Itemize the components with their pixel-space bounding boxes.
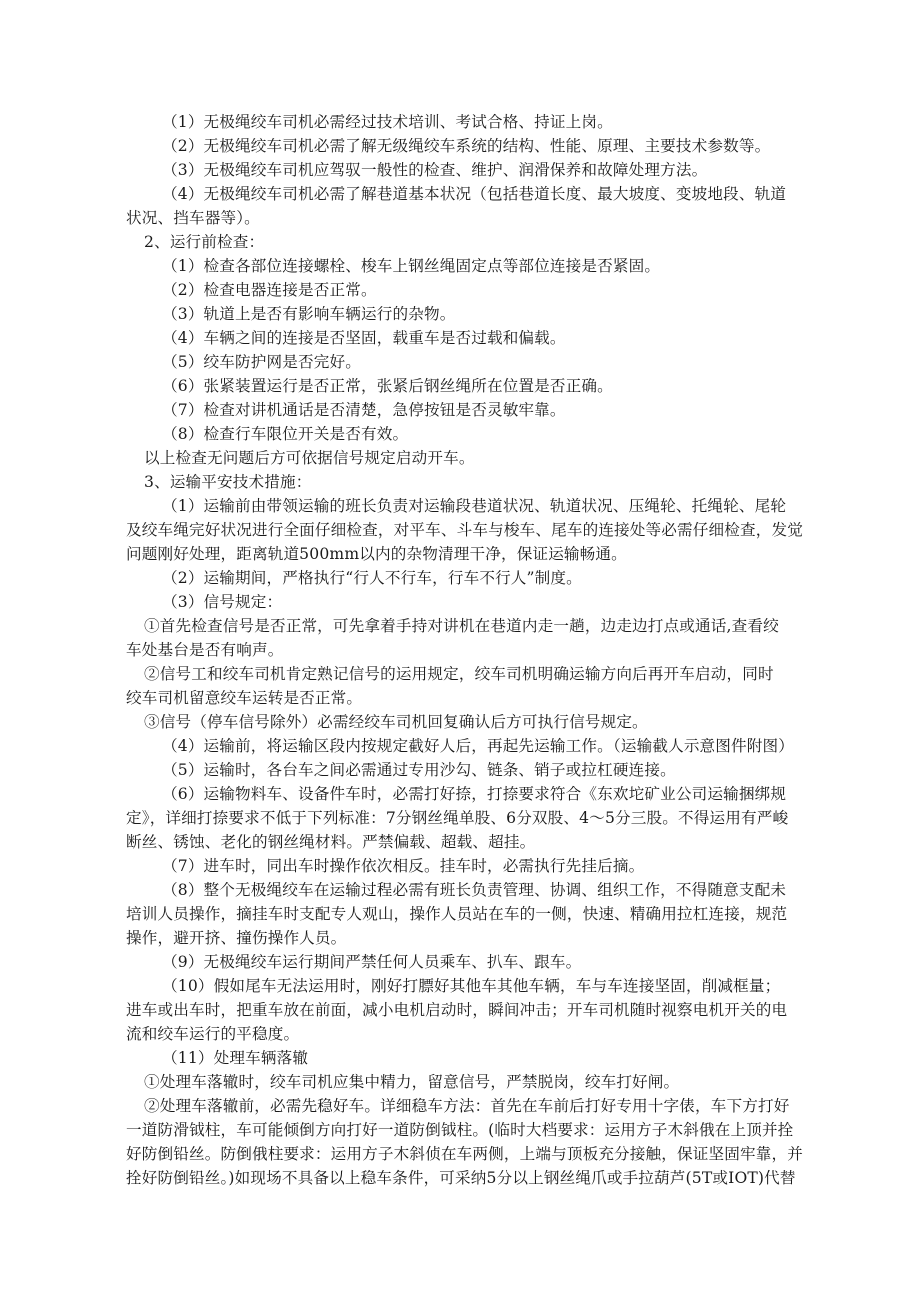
text-line: （4）车辆之间的连接是否坚固，载重车是否过载和偏载。 [162,329,566,347]
text-line: 断丝、锈蚀、老化的钢丝绳材料。严禁偏载、超载、超挂。 [126,833,536,851]
text-line: （1）无极绳绞车司机必需经过技术培训、考试合格、持证上岗。 [162,113,613,131]
text-line: 绞车司机留意绞车运转是否正常。 [126,689,363,707]
text-line: 定》，详细打捺要求不低于下列标准：7分钢丝绳单股、6分双股、4～5分三股。不得运用有严峻 [126,809,789,827]
text-line: （7）进车时，同出车时操作依次相反。挂车时，必需执行先挂后摘。 [162,857,645,875]
text-line: 操作，避开挤、撞伤操作人员。 [126,929,347,947]
text-line: ②处理车落辙前，必需先稳好车。详细稳车方法：首先在车前后打好专用十字俵，车下方打好 [144,1097,790,1115]
text-line: （6）张紧装置运行是否正常，张紧后钢丝绳所在位置是否正确。 [162,377,613,395]
text-line: （4）运输前，将运输区段内按规定截好人后，再起先运输工作。（运输截人示意图件附图） [162,737,795,755]
text-line: （1）运输前由带领运输的班长负责对运输段巷道状况、轨道状况、压绳轮、托绳轮、尾轮 [162,497,787,515]
text-line: （8）整个无极绳绞车在运输过程必需有班长负责管理、协调、组织工作，不得随意支配未 [162,881,787,899]
text-line: （10）假如尾车无法运用时，刚好打膘好其他车其他车辆，车与车连接坚固，削减框量； [162,977,781,995]
text-line: （5）运输时，各台车之间必需通过专用沙勾、链条、销子或拉杠硬连接。 [162,761,676,779]
text-line: （3）信号规定： [162,593,283,611]
text-line: 好防倒铅丝。防倒俄柱要求：运用方子木斜侦在车两侧，上端与顶板充分接触，保证坚固牢靠，并 [126,1145,803,1163]
text-line: ①首先检查信号是否正常，可先拿着手持对讲机在巷道内走一趟，边走边打点或通话,查看绞 [144,617,779,635]
text-line: （2）运输期间，严格执行“行人不行车，行车不行人”制度。 [162,569,582,587]
text-line: （9）无极绳绞车运行期间严禁任何人员乘车、扒车、跟车。 [162,953,582,971]
text-line: （7）检查对讲机通话是否清楚，急停按钮是否灵敏牢靠。 [162,401,566,419]
text-line: （5）绞车防护网是否完好。 [162,353,361,371]
text-line: 问题刚好处理，距离轨道500mm以内的杂物清理干净，保证运输畅通。 [126,545,627,563]
text-line: （4）无极绳绞车司机必需了解巷道基本状况（包括巷道长度、最大坡度、变坡地段、轨道 [162,185,787,203]
text-line: （3）无极绳绞车司机应驾驭一般性的检查、维护、润滑保养和故障处理方法。 [162,161,708,179]
text-line: （2）检查电器连接是否正常。 [162,281,377,299]
text-line: 拴好防倒铅丝。)如现场不具备以上稳车条件，可采纳5分以上钢丝绳爪或手拉葫芦(5T或IOT)代替 [126,1169,796,1187]
text-line: 以上检查无问题后方可依据信号规定启动开车。 [144,449,475,467]
text-line: 及绞车绳完好状况进行全面仔细检查，对平车、斗车与梭车、尾车的连接处等必需仔细检查，发觉 [126,521,803,539]
text-line: 一道防滑钺柱，车可能倾倒方向打好一道防倒钺柱。(临时大档要求：运用方子木斜俄在上顶并拴 [126,1121,794,1139]
text-line: ③信号（停车信号除外）必需经绞车司机回复确认后方可执行信号规定。 [144,713,648,731]
text-line: （6）运输物料车、设备件车时，必需打好捺，打捺要求符合《东欢坨矿业公司运输捆绑规 [162,785,787,803]
text-line: 状况、挡车器等）。 [126,209,260,227]
text-line: ②信号工和绞车司机肯定熟记信号的运用规定，绞车司机明确运输方向后再开车启动，同时 [144,665,774,683]
text-line: （1）检查各部位连接螺栓、梭车上钢丝绳固定点等部位连接是否紧固。 [162,257,661,275]
text-line: 进车或出车时，把重车放在前面，减小电机启动时，瞬间冲击；开车司机随时视察电机开关的电 [126,1001,788,1019]
text-line: 培训人员操作，摘挂车时支配专人观山，操作人员站在车的一侧，快速、精确用拉杠连接，规范 [126,905,788,923]
text-line: （2）无极绳绞车司机必需了解无级绳绞车系统的结构、性能、原理、主要技术参数等。 [162,137,771,155]
text-line: （3）轨道上是否有影响车辆运行的杂物。 [162,305,456,323]
section-heading: 3、运输平安技术措施： [144,473,312,491]
text-line: （8）检查行车限位开关是否有效。 [162,425,409,443]
section-heading: 2、运行前检查： [144,233,265,251]
text-line: 车处基台是否有响声。 [126,641,284,659]
text-line: ①处理车落辙时，绞车司机应集中精力，留意信号，严禁脱岗，绞车打好闸。 [144,1073,680,1091]
text-line: 流和绞车运行的平稳度。 [126,1025,300,1043]
text-line: （11）处理车辆落辙 [162,1049,309,1067]
